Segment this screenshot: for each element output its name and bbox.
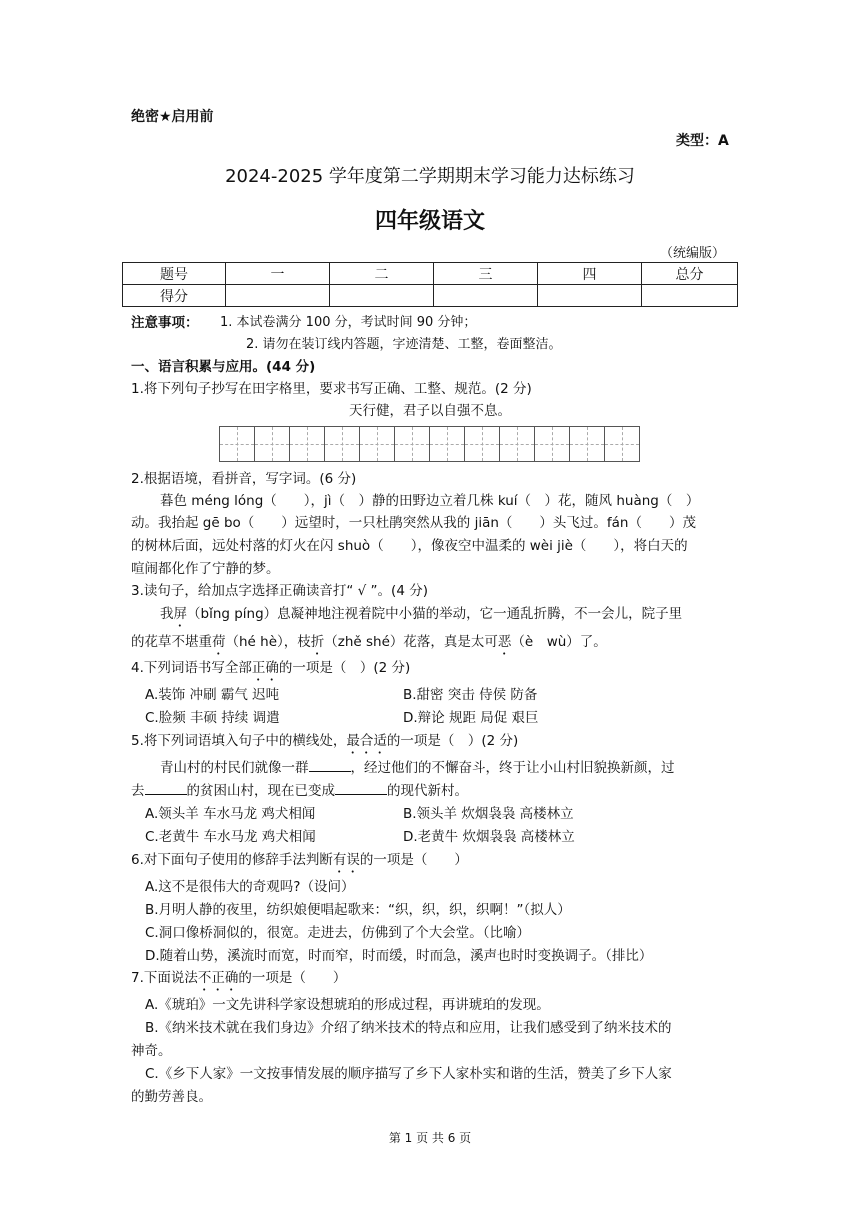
q7-option-a[interactable]: A.《琥珀》一文先讲科学家设想琥珀的形成过程，再讲琥珀的发现。 bbox=[145, 997, 550, 1013]
text: （è wù）了。 bbox=[511, 634, 607, 650]
q6-option-b[interactable]: B.月明人静的夜里，纺织娘便唱起歌来：“织，织，织，织啊！”（拟人） bbox=[145, 902, 571, 918]
q6-option-a[interactable]: A.这不是很伟大的奇观吗?（设问） bbox=[145, 879, 355, 895]
q2-title: 2.根据语境，看拼音，写字词。(6 分) bbox=[131, 471, 357, 487]
text: 6.对下面句子使用的修辞手法判断 bbox=[131, 852, 333, 868]
table-cell: 三 bbox=[434, 263, 538, 285]
q3-line bbox=[160, 603, 682, 630]
note-2: 2. 请勿在装订线内答题，字迹清楚、工整，卷面整洁。 bbox=[246, 337, 562, 352]
blank-line[interactable] bbox=[145, 781, 187, 795]
dotted-char: 恶 bbox=[497, 634, 512, 650]
q5-option-b[interactable]: B.领头羊 炊烟袅袅 高楼林立 bbox=[403, 806, 574, 822]
dotted-char: 屏 bbox=[173, 606, 187, 622]
section-1-heading: 一、语言积累与应用。(44 分) bbox=[131, 359, 316, 375]
exam-title: 2024-2025 学年度第二学期期末学习能力达标练习 bbox=[225, 166, 635, 187]
q6-option-d[interactable]: D.随着山势，溪流时而宽，时而窄，时而缓，时而急，溪声也时时变换调子。（排比） bbox=[145, 948, 653, 964]
score-table bbox=[122, 262, 738, 307]
q7-option-c[interactable]: C.《乡下人家》一文按事情发展的顺序描写了乡下人家朴实和谐的生活，赞美了乡下人家 bbox=[145, 1066, 672, 1082]
text: 青山村的村民们就像一群 bbox=[160, 760, 309, 776]
q2-line: 暮色 méng lóng（ ），jì（ ）静的田野边立着几株 kuí（ ）花，随风 huàng（ ） bbox=[160, 493, 700, 509]
q1-sentence: 天行健，君子以自强不息。 bbox=[349, 403, 511, 419]
text: 我 bbox=[160, 606, 174, 622]
text: 的一项是（ ）(2 分) bbox=[278, 660, 411, 676]
table-row bbox=[123, 285, 738, 307]
grid-cell[interactable] bbox=[605, 426, 640, 462]
score-cell[interactable] bbox=[642, 285, 738, 307]
q5-option-d[interactable]: D.老黄牛 炊烟袅袅 高楼林立 bbox=[403, 829, 575, 845]
grid-cell[interactable] bbox=[535, 426, 570, 462]
q6-title bbox=[131, 849, 468, 876]
text: （bǐng píng）息凝神地注视着院中小猫的举动，它一通乱折腾，不一会儿，院子里 bbox=[187, 606, 683, 622]
text: 的一项是（ ） bbox=[359, 852, 468, 868]
q5-line bbox=[131, 780, 468, 802]
grid-cell[interactable] bbox=[570, 426, 605, 462]
secret-mark: 绝密★启用前 bbox=[131, 109, 214, 125]
score-cell[interactable] bbox=[434, 285, 538, 307]
grid-cell[interactable] bbox=[220, 426, 255, 462]
q3-line bbox=[131, 631, 607, 658]
q5-line bbox=[160, 757, 675, 779]
table-cell: 一 bbox=[226, 263, 330, 285]
score-cell[interactable] bbox=[538, 285, 642, 307]
text: ，经过他们的不懈奋斗，终于让小山村旧貌换新颜，过 bbox=[350, 760, 675, 776]
q2-line: 喧闹都化作了宁静的梦。 bbox=[131, 561, 280, 577]
grid-cell[interactable] bbox=[290, 426, 325, 462]
q2-line: 动。我抬起 gē bo（ ）远望时，一只杜鹃突然从我的 jiān（ ）头飞过。fán（ ）茂 bbox=[131, 515, 696, 531]
subject-title: 四年级语文 bbox=[374, 209, 485, 234]
q7-option-b[interactable]: B.《纳米技术就在我们身边》介绍了纳米技术的特点和应用，让我们感受到了纳米技术的 bbox=[145, 1020, 672, 1036]
emphasis-text: 最合适 bbox=[346, 733, 387, 749]
q4-option-c[interactable]: C.脸频 丰硕 持续 调遣 bbox=[145, 710, 280, 726]
q5-title bbox=[131, 730, 518, 757]
q1-title: 1.将下列句子抄写在田字格里，要求书写正确、工整、规范。(2 分) bbox=[131, 381, 532, 397]
grid-cell[interactable] bbox=[430, 426, 465, 462]
table-cell: 题号 bbox=[123, 263, 226, 285]
grid-cell[interactable] bbox=[255, 426, 290, 462]
grid-cell[interactable] bbox=[465, 426, 500, 462]
grid-cell[interactable] bbox=[325, 426, 360, 462]
page-footer: 第 1 页 共 6 页 bbox=[388, 1131, 472, 1145]
table-cell: 二 bbox=[330, 263, 434, 285]
text: 7.下面说法 bbox=[131, 970, 198, 986]
q4-option-a[interactable]: A.装饰 冲刷 霸气 迟吨 bbox=[145, 687, 280, 703]
grid-cell[interactable] bbox=[395, 426, 430, 462]
q7-option-c-cont: 的勤劳善良。 bbox=[131, 1089, 212, 1105]
emphasis-text: 正确 bbox=[251, 660, 279, 676]
q4-option-d[interactable]: D.辩论 规距 局促 艰巨 bbox=[403, 710, 539, 726]
q4-option-b[interactable]: B.甜密 突击 侍侯 防备 bbox=[403, 687, 538, 703]
text: （hé hè），枝 bbox=[225, 634, 311, 650]
note-1: 1. 本试卷满分 100 分，考试时间 90 分钟； bbox=[220, 315, 477, 330]
text: 去 bbox=[131, 783, 145, 799]
q3-title: 3.读句子，给加点字选择正确读音打“ √ ”。(4 分) bbox=[131, 583, 428, 599]
blank-line[interactable] bbox=[335, 781, 387, 795]
text: 5.将下列词语填入句子中的横线处， bbox=[131, 733, 347, 749]
edition-label: （统编版） bbox=[660, 246, 726, 261]
tianzige-grid[interactable] bbox=[219, 426, 640, 462]
text: 的一项是（ ）(2 分) bbox=[386, 733, 519, 749]
score-cell[interactable] bbox=[226, 285, 330, 307]
text: 的一项是（ ） bbox=[238, 970, 347, 986]
q5-option-a[interactable]: A.领头羊 车水马龙 鸡犬相闻 bbox=[145, 806, 316, 822]
emphasis-text: 有误 bbox=[332, 852, 360, 868]
text: 的现代新村。 bbox=[387, 783, 468, 799]
q7-title bbox=[131, 967, 346, 994]
grid-cell[interactable] bbox=[500, 426, 535, 462]
dotted-char: 折 bbox=[310, 634, 325, 650]
q6-option-c[interactable]: C.洞口像桥洞似的，很宽。走进去，仿佛到了个大会堂。（比喻） bbox=[145, 925, 530, 941]
exam-type: 类型：A bbox=[676, 133, 729, 149]
emphasis-text: 不正确 bbox=[197, 970, 239, 986]
text: 4.下列词语书写全部 bbox=[131, 660, 252, 676]
q2-line: 的树林后面，远处村落的灯火在闪 shuò（ ），像夜空中温柔的 wèi jiè（ ），将白天的 bbox=[131, 538, 688, 554]
text: 的花草不堪重 bbox=[131, 634, 212, 650]
text: （zhě shé）花落，真是太可 bbox=[324, 634, 498, 650]
notes-label: 注意事项： bbox=[131, 315, 199, 331]
grid-cell[interactable] bbox=[360, 426, 395, 462]
text: 的贫困山村，现在已变成 bbox=[186, 783, 335, 799]
table-cell: 得分 bbox=[123, 285, 226, 307]
q4-title bbox=[131, 657, 410, 684]
q7-option-b-cont: 神奇。 bbox=[131, 1043, 172, 1059]
q5-option-c[interactable]: C.老黄牛 车水马龙 鸡犬相闻 bbox=[145, 829, 316, 845]
score-cell[interactable] bbox=[330, 285, 434, 307]
dotted-char: 荷 bbox=[212, 634, 226, 650]
table-row bbox=[123, 263, 738, 285]
blank-line[interactable] bbox=[309, 758, 351, 772]
table-cell: 四 bbox=[538, 263, 642, 285]
table-cell: 总分 bbox=[642, 263, 738, 285]
